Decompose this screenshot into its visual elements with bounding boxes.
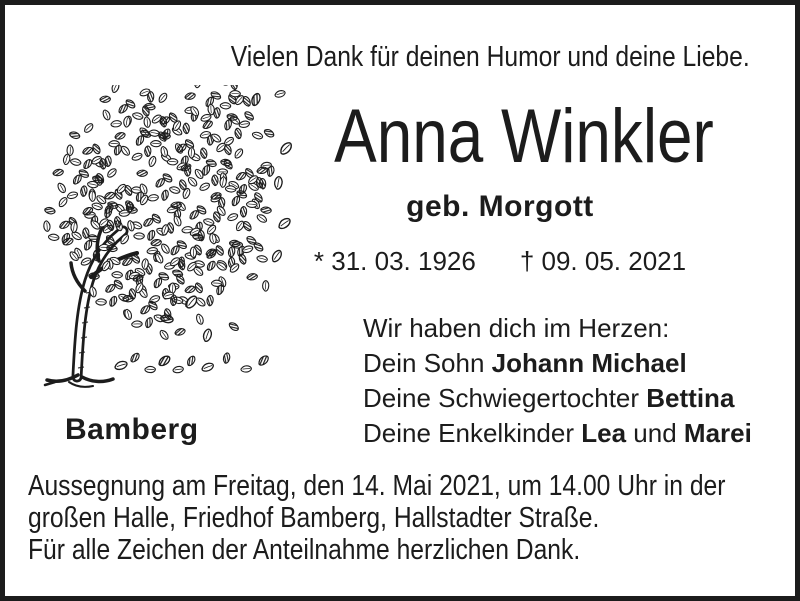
top-message-text: Vielen Dank für deinen Humor und deine Liebe. xyxy=(230,41,750,73)
death-date: † 09. 05. 2021 xyxy=(519,246,687,276)
city-label: Bamberg xyxy=(65,413,199,446)
remembrance-line-grandchildren: Deine Enkelkinder Lea und Marei xyxy=(363,418,752,448)
son-name: Johann Michael xyxy=(491,348,687,378)
life-dates xyxy=(293,246,707,277)
footer-block xyxy=(28,470,725,566)
remembrance-intro: Wir haben dich im Herzen: xyxy=(363,313,670,343)
maiden-name: geb. Morgott xyxy=(406,190,594,223)
windblown-tree-illustration xyxy=(25,85,300,400)
tree-foliage xyxy=(34,85,280,341)
birth-date: * 31. 03. 1926 xyxy=(313,246,476,276)
deceased-name-text: Anna Winkler xyxy=(334,94,714,179)
grandchild-name-2: Marei xyxy=(683,418,752,448)
remembrance-line-son: Dein Sohn Johann Michael xyxy=(363,348,687,378)
remembrance-line-daughter-in-law: Deine Schwiegertochter Bettina xyxy=(363,383,735,413)
footer-line-1: Aussegnung am Freitag, den 14. Mai 2021, um 14.00 Uhr in der xyxy=(28,470,726,502)
footer-line-3: Für alle Zeichen der Anteilnahme herzlichen Dank. xyxy=(28,534,581,566)
top-message xyxy=(185,41,790,74)
daughter-in-law-name: Bettina xyxy=(646,383,735,413)
fallen-leaves xyxy=(115,352,270,375)
remembrance-block xyxy=(363,311,752,451)
deceased-name xyxy=(298,94,714,179)
grandchild-name-1: Lea xyxy=(581,418,627,448)
footer-line-2: großen Halle, Friedhof Bamberg, Hallstadter Straße. xyxy=(28,502,600,534)
